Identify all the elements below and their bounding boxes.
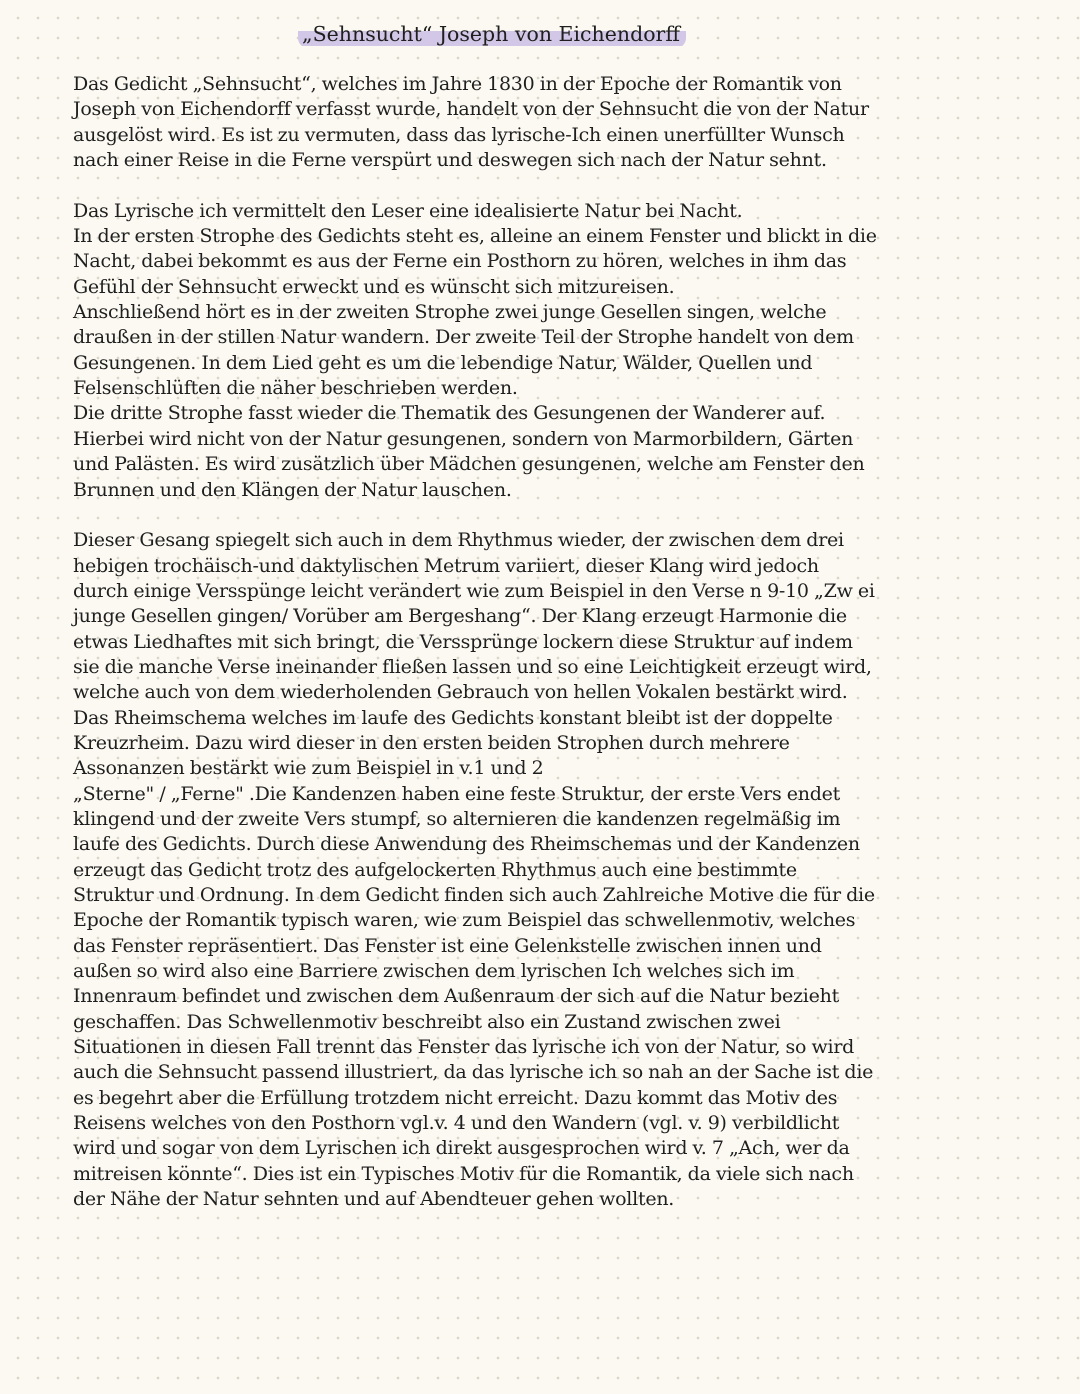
document-body — [73, 72, 983, 1212]
text-line: sie die manche Verse ineinander fließen lassen und so eine Leichtigkeit erzeugt wird, — [73, 655, 872, 678]
paragraph-3 — [73, 528, 983, 1212]
text-line: durch einige Versspünge leicht verändert wie zum Beispiel in den Verse n 9-10 „Zw ei — [73, 579, 875, 602]
text-line: Hierbei wird nicht von der Natur gesungenen, sondern von Marmorbildern, Gärten — [73, 427, 854, 450]
text-line: Epoche der Romantik typisch waren, wie zum Beispiel das schwellenmotiv, welches — [73, 909, 856, 932]
text-line: und Palästen. Es wird zusätzlich über Mädchen gesungenen, welche am Fenster den — [73, 453, 865, 476]
text-line: Anschließend hört es in der zweiten Strophe zwei junge Gesellen singen, welche — [73, 301, 827, 324]
text-line: klingend und der zweite Vers stumpf, so alternieren die kandenzen regelmäßig im — [73, 807, 841, 830]
text-line: der Nähe der Natur sehnten und auf Abendteuer gehen wollten. — [73, 1188, 675, 1211]
text-line: Das Gedicht „Sehnsucht“, welches im Jahre 1830 in der Epoche der Romantik von — [73, 73, 842, 95]
text-line: Die dritte Strophe fasst wieder die Thematik des Gesungenen der Wanderer auf. — [73, 402, 826, 425]
text-line: Felsenschlüften die näher beschrieben werden. — [73, 377, 518, 400]
text-line: Brunnen und den Klängen der Natur lauschen. — [73, 478, 512, 501]
paragraph-1 — [73, 72, 983, 173]
title-container — [298, 20, 686, 50]
text-line: Struktur und Ordnung. In dem Gedicht finden sich auch Zahlreiche Motive die für die — [73, 884, 875, 906]
text-line: das Fenster repräsentiert. Das Fenster ist eine Gelenkstelle zwischen innen und — [73, 934, 822, 957]
text-line: erzeugt das Gedicht trotz des aufgelockerten Rhythmus auch eine bestimmte — [73, 858, 797, 881]
text-line: Gefühl der Sehnsucht erweckt und es wünscht sich mitzureisen. — [73, 275, 675, 298]
text-line: es begehrt aber die Erfüllung trotzdem nicht erreicht. Dazu kommt das Motiv des — [73, 1086, 838, 1109]
text-line: Assonanzen bestärkt wie zum Beispiel in v.1 und 2 — [73, 757, 544, 780]
text-line: welche auch von dem wiederholenden Gebrauch von hellen Vokalen bestärkt wird. — [73, 681, 848, 704]
paragraph-2 — [73, 199, 983, 503]
paragraph-gap — [73, 173, 983, 198]
text-line: außen so wird also eine Barriere zwischen dem lyrischen Ich welches sich im — [73, 960, 795, 983]
text-line: junge Gesellen gingen/ Vorüber am Bergeshang“. Der Klang erzeugt Harmonie die — [73, 605, 847, 628]
text-line: Situationen in diesen Fall trennt das Fenster das lyrische ich von der Natur, so wird — [73, 1036, 855, 1059]
text-line: auch die Sehnsucht passend illustriert, da das lyrische ich so nah an der Sache ist die — [73, 1061, 874, 1084]
text-line: Das Rheimschema welches im laufe des Gedichts konstant bleibt ist der doppelte — [73, 706, 833, 729]
text-line: ausgelöst wird. Es ist zu vermuten, dass das lyrische-Ich einen unerfüllter Wunsch — [73, 123, 845, 146]
text-line: laufe des Gedichts. Durch diese Anwendung des Rheimschemas und der Kandenzen — [73, 833, 860, 856]
text-line: wird und sogar von dem Lyrischen ich direkt ausgesprochen wird v. 7 „Ach, wer da — [73, 1137, 850, 1160]
text-line: In der ersten Strophe des Gedichts steht es, alleine an einem Fenster und blickt in die — [73, 225, 877, 248]
paragraph-gap — [73, 503, 983, 528]
text-line: Nacht, dabei bekommt es aus der Ferne ein Posthorn zu hören, welches in ihm das — [73, 250, 847, 273]
text-line: Das Lyrische ich vermittelt den Leser eine idealisierte Natur bei Nacht. — [73, 199, 743, 222]
text-line: „Sterne" / „Ferne" .Die Kandenzen haben eine feste Struktur, der erste Vers endet — [73, 782, 841, 805]
text-line: Kreuzrheim. Dazu wird dieser in den ersten beiden Strophen durch mehrere — [73, 731, 790, 754]
text-line: hebigen trochäisch-und daktylischen Metrum variiert, dieser Klang wird jedoch — [73, 554, 819, 577]
text-line: Joseph von Eichendorff verfasst wurde, handelt von der Sehnsucht die von der Natur — [73, 98, 869, 121]
document-title: „Sehnsucht“ Joseph von Eichendorff — [298, 20, 686, 48]
text-line: draußen in der stillen Natur wandern. Der zweite Teil der Strophe handelt von dem — [73, 326, 854, 349]
text-line: Innenraum befindet und zwischen dem Außenraum der sich auf die Natur bezieht — [73, 985, 839, 1008]
text-line: Reisens welches von den Posthorn vgl.v. 4 und den Wandern (vgl. v. 9) verbildlicht — [73, 1112, 840, 1135]
text-line: mitreisen könnte“. Dies ist ein Typisches Motiv für die Romantik, da viele sich nach — [73, 1162, 854, 1185]
text-line: Gesungenen. In dem Lied geht es um die lebendige Natur, Wälder, Quellen und — [73, 351, 813, 374]
text-line: Dieser Gesang spiegelt sich auch in dem Rhythmus wieder, der zwischen dem drei — [73, 529, 844, 552]
text-line: etwas Liedhaftes mit sich bringt, die Verssprünge lockern diese Struktur auf indem — [73, 630, 853, 653]
text-line: nach einer Reise in die Ferne verspürt und deswegen sich nach der Natur sehnt. — [73, 149, 827, 172]
text-line: geschaffen. Das Schwellenmotiv beschreibt also ein Zustand zwischen zwei — [73, 1010, 781, 1033]
